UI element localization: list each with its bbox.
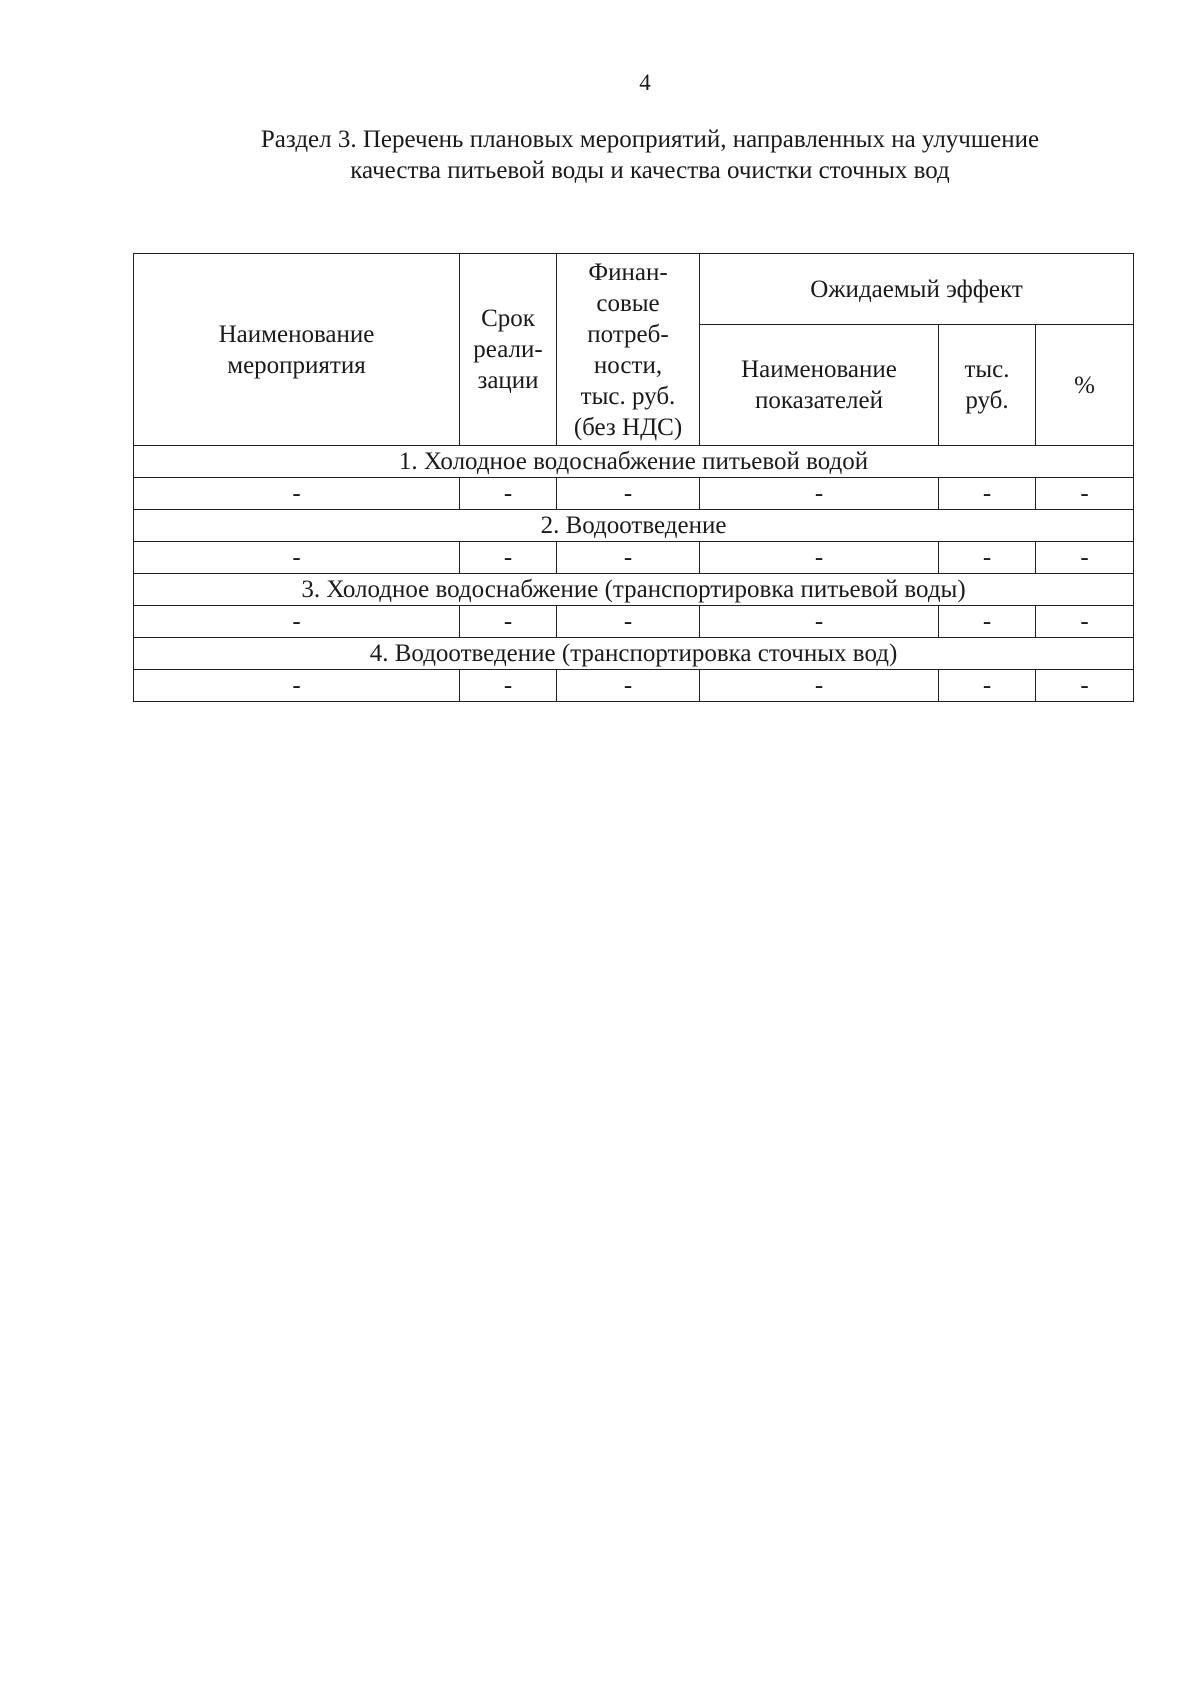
header-measure-name	[134, 254, 460, 446]
table-cell: -	[700, 478, 939, 510]
header-thousand-rub-line: тыс.	[964, 356, 1010, 383]
section-title	[150, 124, 1150, 186]
header-indicators	[700, 325, 939, 446]
section-row	[134, 574, 1134, 606]
table-cell: -	[134, 478, 460, 510]
header-expected-effect: Ожидаемый эффект	[700, 254, 1134, 325]
table-cell: -	[134, 542, 460, 574]
table-cell: -	[460, 670, 557, 702]
table-cell: -	[939, 670, 1036, 702]
table-cell: -	[1036, 478, 1134, 510]
table-cell: -	[557, 606, 700, 638]
section-title-cell: 2. Водоотведение	[134, 510, 1134, 542]
table-row	[134, 478, 1134, 510]
table-cell: -	[1036, 670, 1134, 702]
section-title-line-2: качества питьевой воды и качества очистки сточных вод	[350, 157, 950, 184]
section-title-cell: 4. Водоотведение (транспортировка сточных вод)	[134, 638, 1134, 670]
header-finance-line: Финан-	[588, 258, 668, 286]
header-finance-line: (без НДС)	[573, 413, 683, 441]
table-row	[134, 670, 1134, 702]
header-percent: %	[1036, 325, 1134, 446]
table-cell: -	[1036, 606, 1134, 638]
section-title-cell: 1. Холодное водоснабжение питьевой водой	[134, 446, 1134, 478]
header-finance-line: потреб-	[587, 320, 669, 348]
header-measure-name-line: мероприятия	[227, 351, 366, 379]
header-term-line: зации	[477, 367, 539, 394]
table-cell: -	[460, 542, 557, 574]
table-cell: -	[557, 542, 700, 574]
header-term-line: Срок	[481, 305, 535, 332]
section-title-cell: 3. Холодное водоснабжение (транспортировка питьевой воды)	[134, 574, 1134, 606]
table-cell: -	[460, 606, 557, 638]
table-cell: -	[939, 606, 1036, 638]
table-cell: -	[700, 542, 939, 574]
section-title-line-1: Раздел 3. Перечень плановых мероприятий, направленных на улучшение	[260, 126, 1040, 153]
table-cell: -	[700, 670, 939, 702]
section-row	[134, 446, 1134, 478]
table-row	[134, 606, 1134, 638]
table-cell: -	[134, 670, 460, 702]
header-finance-line: ности,	[593, 351, 663, 379]
header-indicators-line: показателей	[754, 387, 884, 414]
header-measure-name-line: Наименование	[218, 320, 375, 348]
table-cell: -	[939, 542, 1036, 574]
header-finance-line: совые	[596, 289, 660, 317]
header-thousand-rub-line: руб.	[965, 387, 1009, 414]
table-cell: -	[557, 670, 700, 702]
measures-table	[133, 253, 1134, 702]
table-cell: -	[460, 478, 557, 510]
table-cell: -	[557, 478, 700, 510]
page-number: 4	[639, 70, 651, 95]
header-row-top	[134, 254, 1134, 325]
table-cell: -	[939, 478, 1036, 510]
header-thousand-rub	[939, 325, 1036, 446]
section-row	[134, 510, 1134, 542]
header-term-line: реали-	[473, 336, 543, 363]
header-term	[460, 254, 557, 446]
header-indicators-line: Наименование	[741, 356, 897, 383]
table-cell: -	[700, 606, 939, 638]
table-row	[134, 542, 1134, 574]
table-cell: -	[134, 606, 460, 638]
header-finance-line: тыс. руб.	[580, 382, 676, 410]
header-finance	[557, 254, 700, 446]
section-row	[134, 638, 1134, 670]
table-cell: -	[1036, 542, 1134, 574]
